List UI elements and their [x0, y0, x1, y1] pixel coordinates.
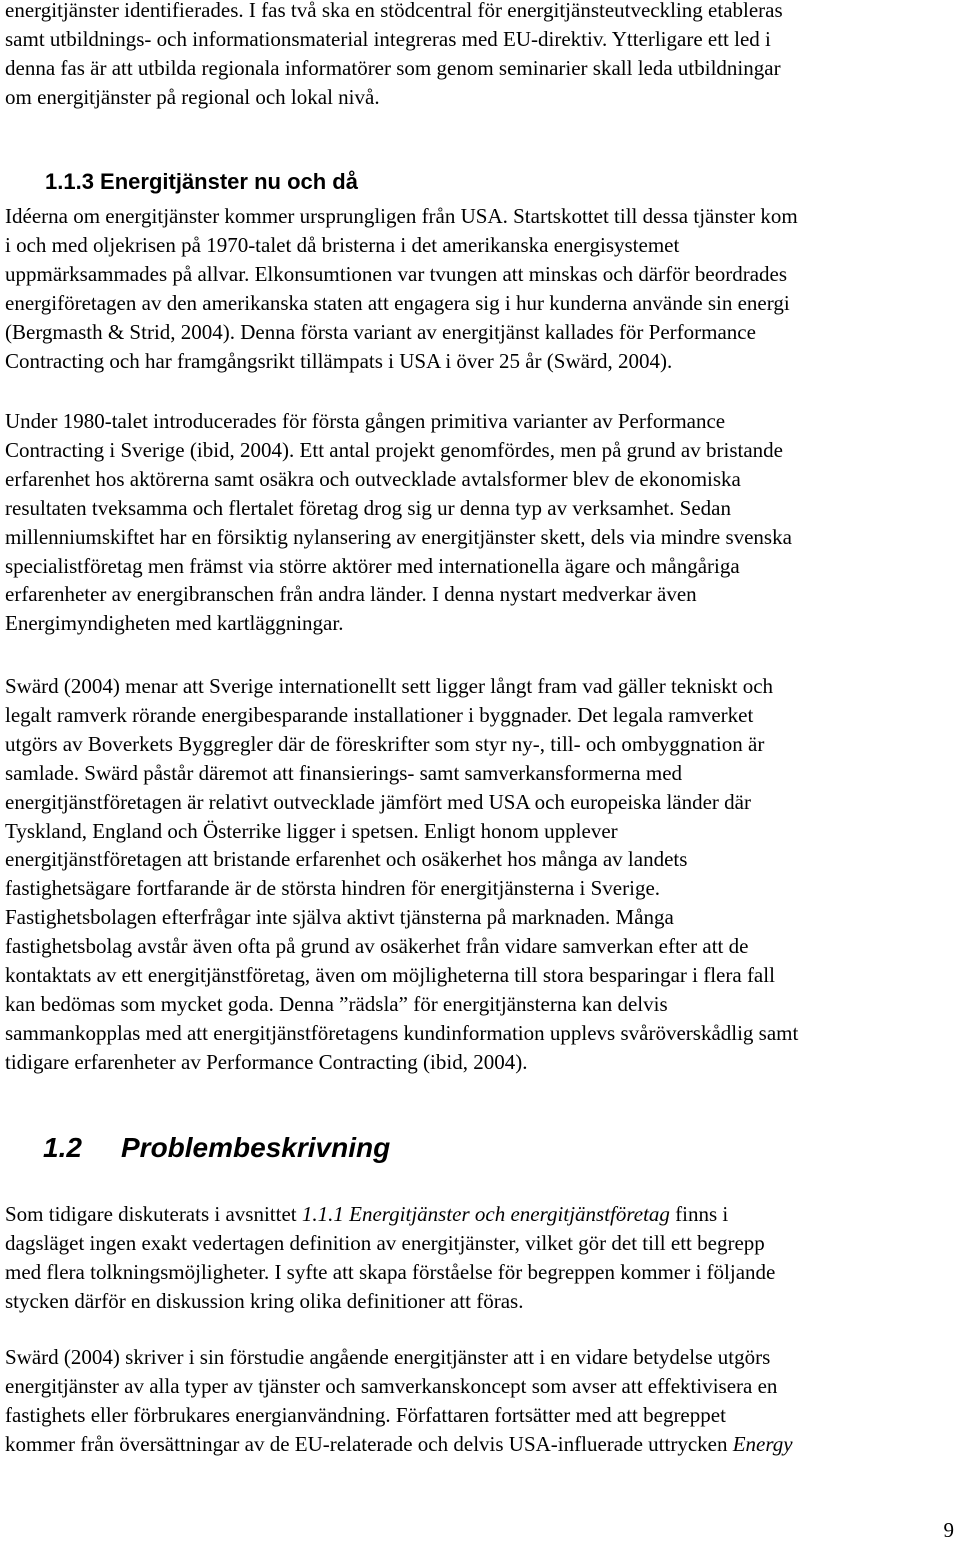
- text-line: fastighetsägare fortfarande är de största hindren för energitjänsterna i Sverige.: [5, 876, 661, 901]
- text-line: denna fas är att utbilda regionala informatörer som genom seminarier skall leda utbildningar: [5, 55, 781, 80]
- section-1-2-paragraph-1: [5, 1200, 955, 1316]
- text-line: Tyskland, England och Österrike ligger i spetsen. Enligt honom upplever: [5, 818, 618, 843]
- intro-paragraph: [5, 0, 955, 112]
- text-line: sammankopplas med att energitjänstföretagens kundinformation upplevs svåröverskådlig samt: [5, 1020, 799, 1045]
- text-line: om energitjänster på regional och lokal nivå.: [5, 84, 380, 109]
- text-line: Idéerna om energitjänster kommer ursprungligen från USA. Startskottet till dessa tjänster kom: [5, 204, 798, 228]
- text-line: Contracting i Sverige (ibid, 2004). Ett antal projekt genomfördes, men på grund av bristande: [5, 437, 783, 462]
- text-line: [5, 1200, 955, 1229]
- section-1-1-3-paragraph-3: [5, 672, 955, 1077]
- text-line: Swärd (2004) skriver i sin förstudie angående energitjänster att i en vidare betydelse utgörs: [5, 1345, 771, 1369]
- text-line: uppmärksammades på allvar. Elkonsumtionen var tvungen att minskas och därför beordrades: [5, 261, 788, 286]
- text-line: specialistföretag men främst via större aktörer med internationella ägare och mångåriga: [5, 553, 740, 578]
- text-line: kontaktats av ett energitjänstföretag, även om möjligheterna till stora besparingar i flera fall: [5, 963, 775, 988]
- text-line: energitjänstföretagen att bristande erfarenhet och osäkerhet hos många av landets: [5, 847, 688, 872]
- section-heading-1-2: [43, 1130, 390, 1166]
- text-line: [5, 1430, 955, 1459]
- section-heading-1-1-3: 1.1.3 Energitjänster nu och då: [45, 169, 358, 194]
- italic-term: Energy: [732, 1431, 793, 1456]
- text-line: erfarenhet hos aktörerna samt osäkra och outvecklade avtalsformer blev de ekonomiska: [5, 466, 741, 491]
- text-line: energitjänstföretagen är relativt outvecklade jämfört med USA och europeiska länder där: [5, 789, 751, 814]
- text-line: samlade. Swärd påstår däremot att finansierings- samt samverkansformerna med: [5, 760, 683, 785]
- text-line: i och med oljekrisen på 1970-talet då bristerna i det amerikanska energisystemet: [5, 232, 680, 257]
- text-line: stycken därför en diskussion kring olika definitioner att föras.: [5, 1288, 524, 1313]
- text-line: fastighets eller förbrukares energianvändning. Författaren fortsätter med att begreppet: [5, 1402, 726, 1427]
- text-line: tidigare erfarenheter av Performance Contracting (ibid, 2004).: [5, 1049, 528, 1074]
- text-segment: finns i: [669, 1202, 729, 1226]
- section-1-2-paragraph-2: [5, 1343, 955, 1459]
- text-line: legalt ramverk rörande energibesparande installationer i byggnader. Det legala ramverket: [5, 702, 754, 727]
- text-segment: kommer från översättningar av de EU-relaterade och delvis USA-influerade uttrycken: [5, 1431, 733, 1456]
- text-line: Energimyndigheten med kartläggningar.: [5, 611, 344, 636]
- text-line: energitjänster identifierades. I fas två ska en stödcentral för energitjänsteutveckling etableras: [5, 0, 783, 22]
- text-line: (Bergmasth & Strid, 2004). Denna första variant av energitjänst kallades för Performance: [5, 319, 756, 344]
- text-line: fastighetsbolag avstår även ofta på grund av osäkerhet från vidare samverkan efter att de: [5, 934, 749, 959]
- text-line: samt utbildnings- och informationsmaterial integreras med EU-direktiv. Ytterligare ett led i: [5, 26, 771, 51]
- cross-reference: 1.1.1 Energitjänster och energitjänstföretag: [301, 1202, 670, 1226]
- text-line: erfarenheter av energibranschen från andra länder. I denna nystart medverkar även: [5, 582, 697, 607]
- text-line: Swärd (2004) menar att Sverige internationellt sett ligger långt fram vad gäller tekniskt och: [5, 674, 774, 698]
- section-title: Problembeskrivning: [121, 1132, 391, 1163]
- text-line: energitjänster av alla typer av tjänster och samverkanskoncept som avser att effektivisera en: [5, 1373, 778, 1398]
- text-line: Under 1980-talet introducerades för första gången primitiva varianter av Performance: [5, 409, 726, 433]
- section-1-1-3-paragraph-2: [5, 407, 955, 638]
- section-number: 1.2: [43, 1132, 82, 1163]
- text-line: Fastighetsbolagen efterfrågar inte själva aktivt tjänsterna på marknaden. Många: [5, 905, 674, 930]
- text-line: dagsläget ingen exakt vedertagen definition av energitjänster, vilket gör det till ett begrepp: [5, 1230, 765, 1255]
- text-segment: Som tidigare diskuterats i avsnittet: [5, 1202, 302, 1226]
- text-line: energiföretagen av den amerikanska staten att engagera sig i hur kunderna använde sin energi: [5, 290, 790, 315]
- section-1-1-3-paragraph-1: [5, 202, 955, 375]
- text-line: utgörs av Boverkets Byggregler där de föreskrifter som styr ny-, till- och ombyggnation är: [5, 731, 765, 756]
- text-line: med flera tolkningsmöjligheter. I syfte att skapa förståelse för begreppen kommer i följande: [5, 1259, 776, 1284]
- text-line: resultaten tveksamma och flertalet företag drog sig ur denna typ av verksamhet. Sedan: [5, 495, 731, 520]
- text-line: kan bedömas som mycket goda. Denna ”rädsla” för energitjänsterna kan delvis: [5, 991, 668, 1016]
- text-line: Contracting och har framgångsrikt tillämpats i USA i över 25 år (Swärd, 2004).: [5, 348, 673, 373]
- text-line: millenniumskiftet har en försiktig nylansering av energitjänster skett, dels via mindre svenska: [5, 524, 792, 549]
- page-number: 9: [943, 1518, 954, 1542]
